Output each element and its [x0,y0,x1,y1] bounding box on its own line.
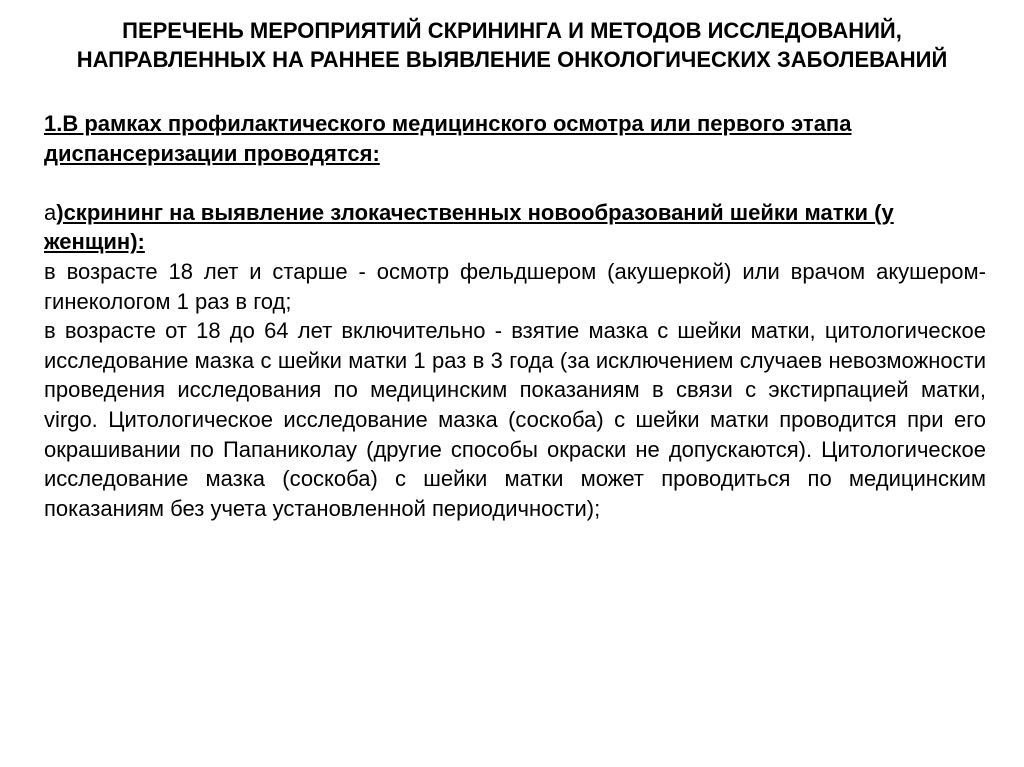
paragraph-exam: в возрасте 18 лет и старше - осмотр фельдшером (акушеркой) или врачом акушером-гинекологом 1 раз в год; [44,258,986,314]
slide-title: ПЕРЕЧЕНЬ МЕРОПРИЯТИЙ СКРИНИНГА И МЕТОДОВ ИССЛЕДОВАНИЙ, НАПРАВЛЕННЫХ НА РАННЕЕ ВЫЯВЛЕНИЕ ОНКОЛОГИЧЕСКИХ ЗАБОЛЕВАНИЙ [76,18,948,72]
section-heading: 1.В рамках профилактического медицинского осмотра или первого этапа диспансеризации проводятся: [44,111,852,166]
paragraph-cytology: в возрасте от 18 до 64 лет включительно - взятие мазка с шейки матки, цитологическое исследование мазка с шейки матки 1 раз в 3 года (за исключением случаев невозможности проведения исследования по медицинским показаниям в связи с экстирпацией матки, virgo. Цитологическое исследование мазка (соскоба) с шейки матки проводится при его окрашивании по Папаниколау (другие способы окраски не допускаются). Цитологическое исследование мазка (соскоба) с шейки матки может проводиться по медицинским показаниям без учета установленной периодичности); [44,318,986,521]
subsection-heading [44,198,986,257]
subsection-heading-text: )скрининг на выявление злокачественных новообразований шейки матки (у женщин): [44,199,894,255]
blank-line [44,168,986,198]
subsection-prefix: а [44,199,57,225]
slide-content [44,109,986,523]
